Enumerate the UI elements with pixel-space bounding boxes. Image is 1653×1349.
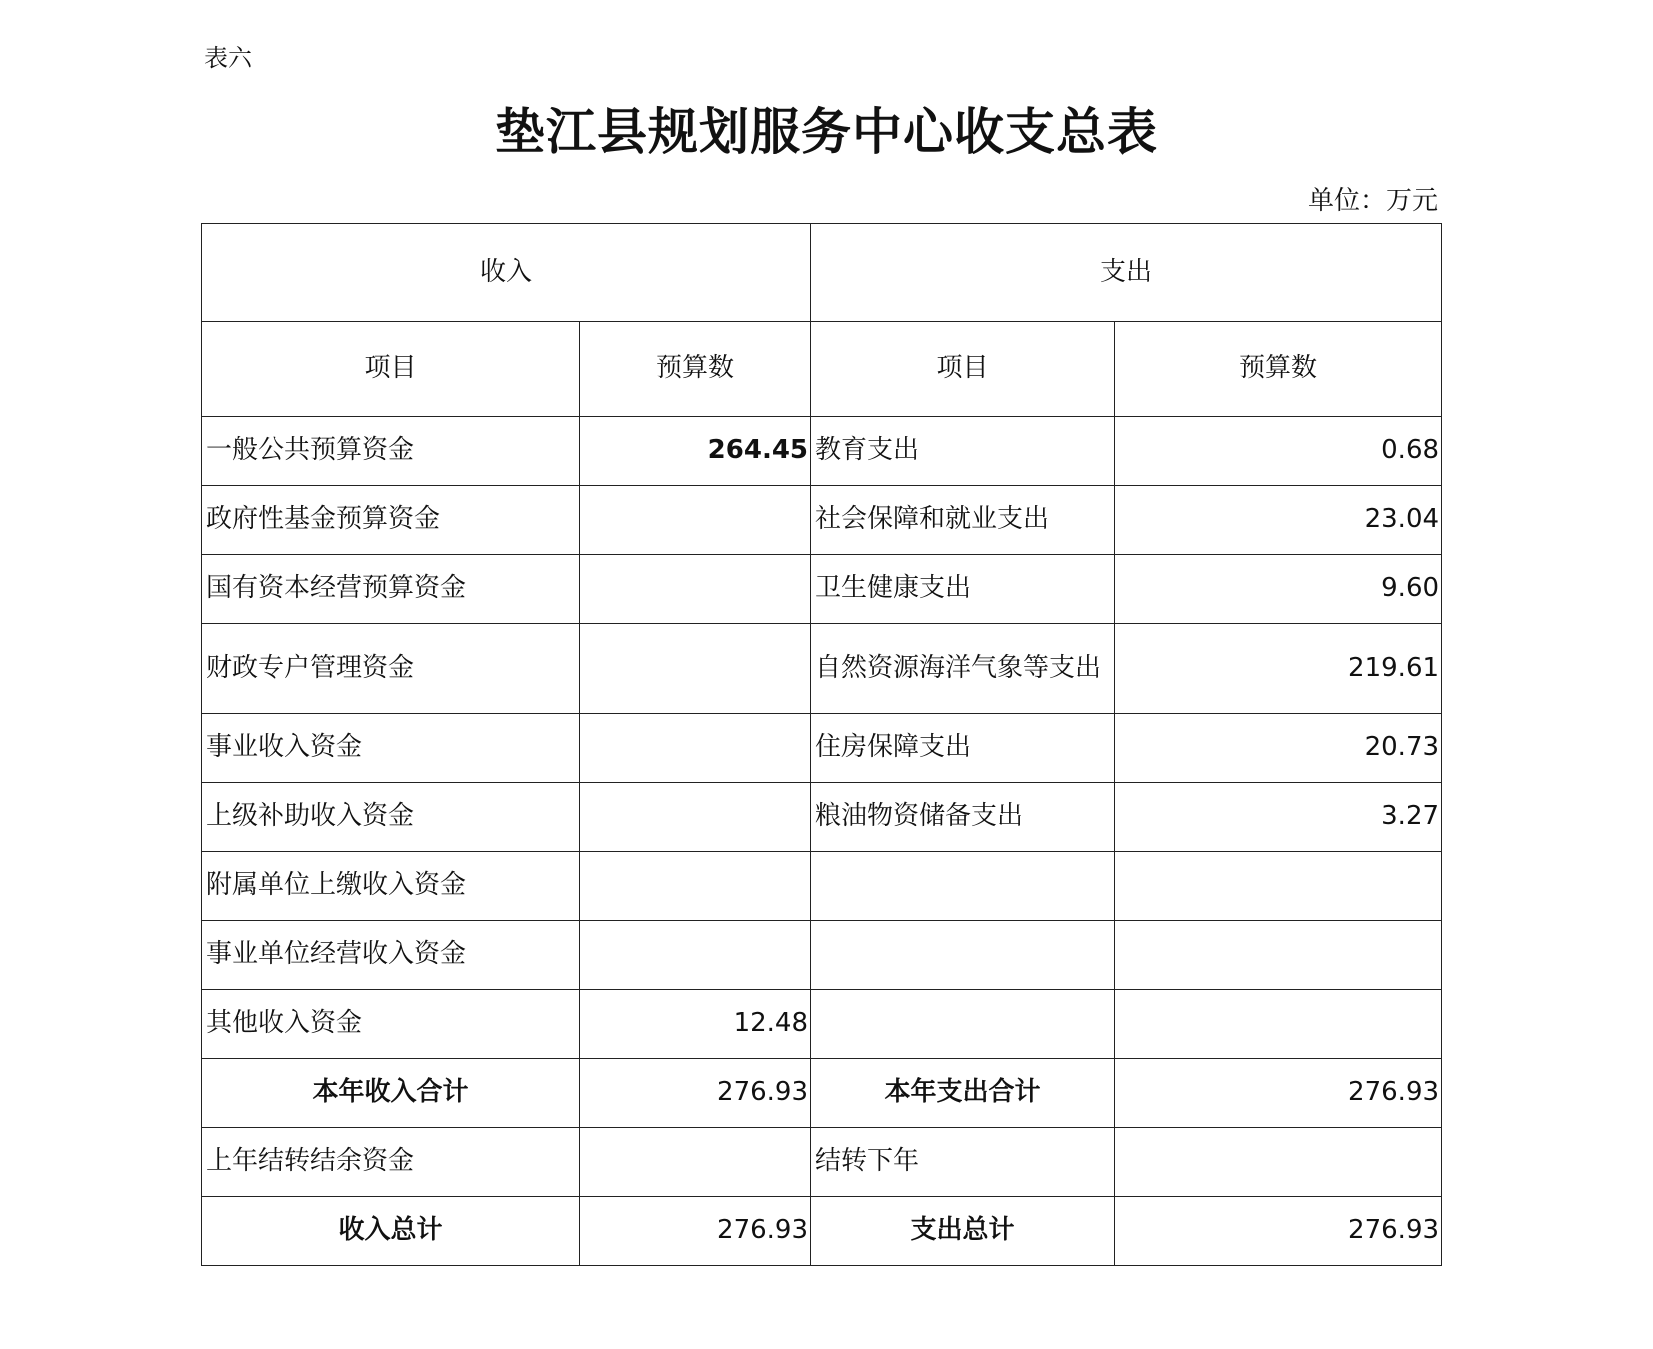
income-grand-total-label: 收入总计 [202, 1197, 580, 1266]
income-item-cell: 其他收入资金 [202, 990, 580, 1059]
year-total-row [202, 1059, 1442, 1128]
expense-item-column-header: 项目 [811, 322, 1115, 417]
table-row [202, 921, 1442, 990]
income-grand-total-amount: 276.93 [580, 1197, 811, 1266]
section-header-row [202, 224, 1442, 322]
carry-to-next-year-label: 结转下年 [811, 1128, 1115, 1197]
expense-grand-total-label: 支出总计 [811, 1197, 1115, 1266]
income-amount-cell [580, 555, 811, 624]
income-amount-cell [580, 624, 811, 714]
year-expense-total-amount: 276.93 [1115, 1059, 1442, 1128]
expense-item-cell: 社会保障和就业支出 [811, 486, 1115, 555]
page-title: 垫江县规划服务中心收支总表 [495, 102, 1158, 161]
expense-amount-cell: 3.27 [1115, 783, 1442, 852]
table-row [202, 714, 1442, 783]
table-row [202, 990, 1442, 1059]
income-item-column-header: 项目 [202, 322, 580, 417]
expense-item-cell: 粮油物资储备支出 [811, 783, 1115, 852]
table-row [202, 486, 1442, 555]
prior-year-carryover-amount [580, 1128, 811, 1197]
income-amount-cell [580, 921, 811, 990]
year-income-total-label: 本年收入合计 [202, 1059, 580, 1128]
income-amount-cell: 264.45 [580, 417, 811, 486]
unit-label: 单位：万元 [1307, 186, 1438, 216]
expense-item-cell: 自然资源海洋气象等支出 [811, 624, 1115, 714]
carry-to-next-year-amount [1115, 1128, 1442, 1197]
year-expense-total-label: 本年支出合计 [811, 1059, 1115, 1128]
income-amount-cell: 12.48 [580, 990, 811, 1059]
income-expense-summary-table [201, 223, 1442, 1266]
income-item-cell: 上级补助收入资金 [202, 783, 580, 852]
income-item-cell: 事业收入资金 [202, 714, 580, 783]
income-amount-cell [580, 714, 811, 783]
income-item-cell: 一般公共预算资金 [202, 417, 580, 486]
expense-item-cell [811, 921, 1115, 990]
expense-item-cell: 卫生健康支出 [811, 555, 1115, 624]
expense-item-cell: 住房保障支出 [811, 714, 1115, 783]
table-row [202, 852, 1442, 921]
prior-year-carryover-label: 上年结转结余资金 [202, 1128, 580, 1197]
expense-amount-cell: 0.68 [1115, 417, 1442, 486]
expense-amount-column-header: 预算数 [1115, 322, 1442, 417]
table-row [202, 624, 1442, 714]
year-income-total-amount: 276.93 [580, 1059, 811, 1128]
income-item-cell: 政府性基金预算资金 [202, 486, 580, 555]
income-item-cell: 财政专户管理资金 [202, 624, 580, 714]
expense-section-header: 支出 [811, 224, 1442, 322]
income-amount-column-header: 预算数 [580, 322, 811, 417]
expense-amount-cell [1115, 990, 1442, 1059]
expense-amount-cell: 23.04 [1115, 486, 1442, 555]
income-amount-cell [580, 486, 811, 555]
expense-item-cell: 教育支出 [811, 417, 1115, 486]
grand-total-row [202, 1197, 1442, 1266]
income-item-cell: 附属单位上缴收入资金 [202, 852, 580, 921]
table-number-label: 表六 [204, 44, 252, 72]
expense-amount-cell: 20.73 [1115, 714, 1442, 783]
income-item-cell: 事业单位经营收入资金 [202, 921, 580, 990]
table-row [202, 783, 1442, 852]
expense-item-cell [811, 990, 1115, 1059]
income-amount-cell [580, 783, 811, 852]
carryover-row [202, 1128, 1442, 1197]
table-row [202, 417, 1442, 486]
expense-item-cell [811, 852, 1115, 921]
expense-grand-total-amount: 276.93 [1115, 1197, 1442, 1266]
expense-amount-cell [1115, 921, 1442, 990]
expense-amount-cell: 219.61 [1115, 624, 1442, 714]
income-item-cell: 国有资本经营预算资金 [202, 555, 580, 624]
income-amount-cell [580, 852, 811, 921]
expense-amount-cell [1115, 852, 1442, 921]
column-header-row [202, 322, 1442, 417]
table-row [202, 555, 1442, 624]
expense-amount-cell: 9.60 [1115, 555, 1442, 624]
income-section-header: 收入 [202, 224, 811, 322]
